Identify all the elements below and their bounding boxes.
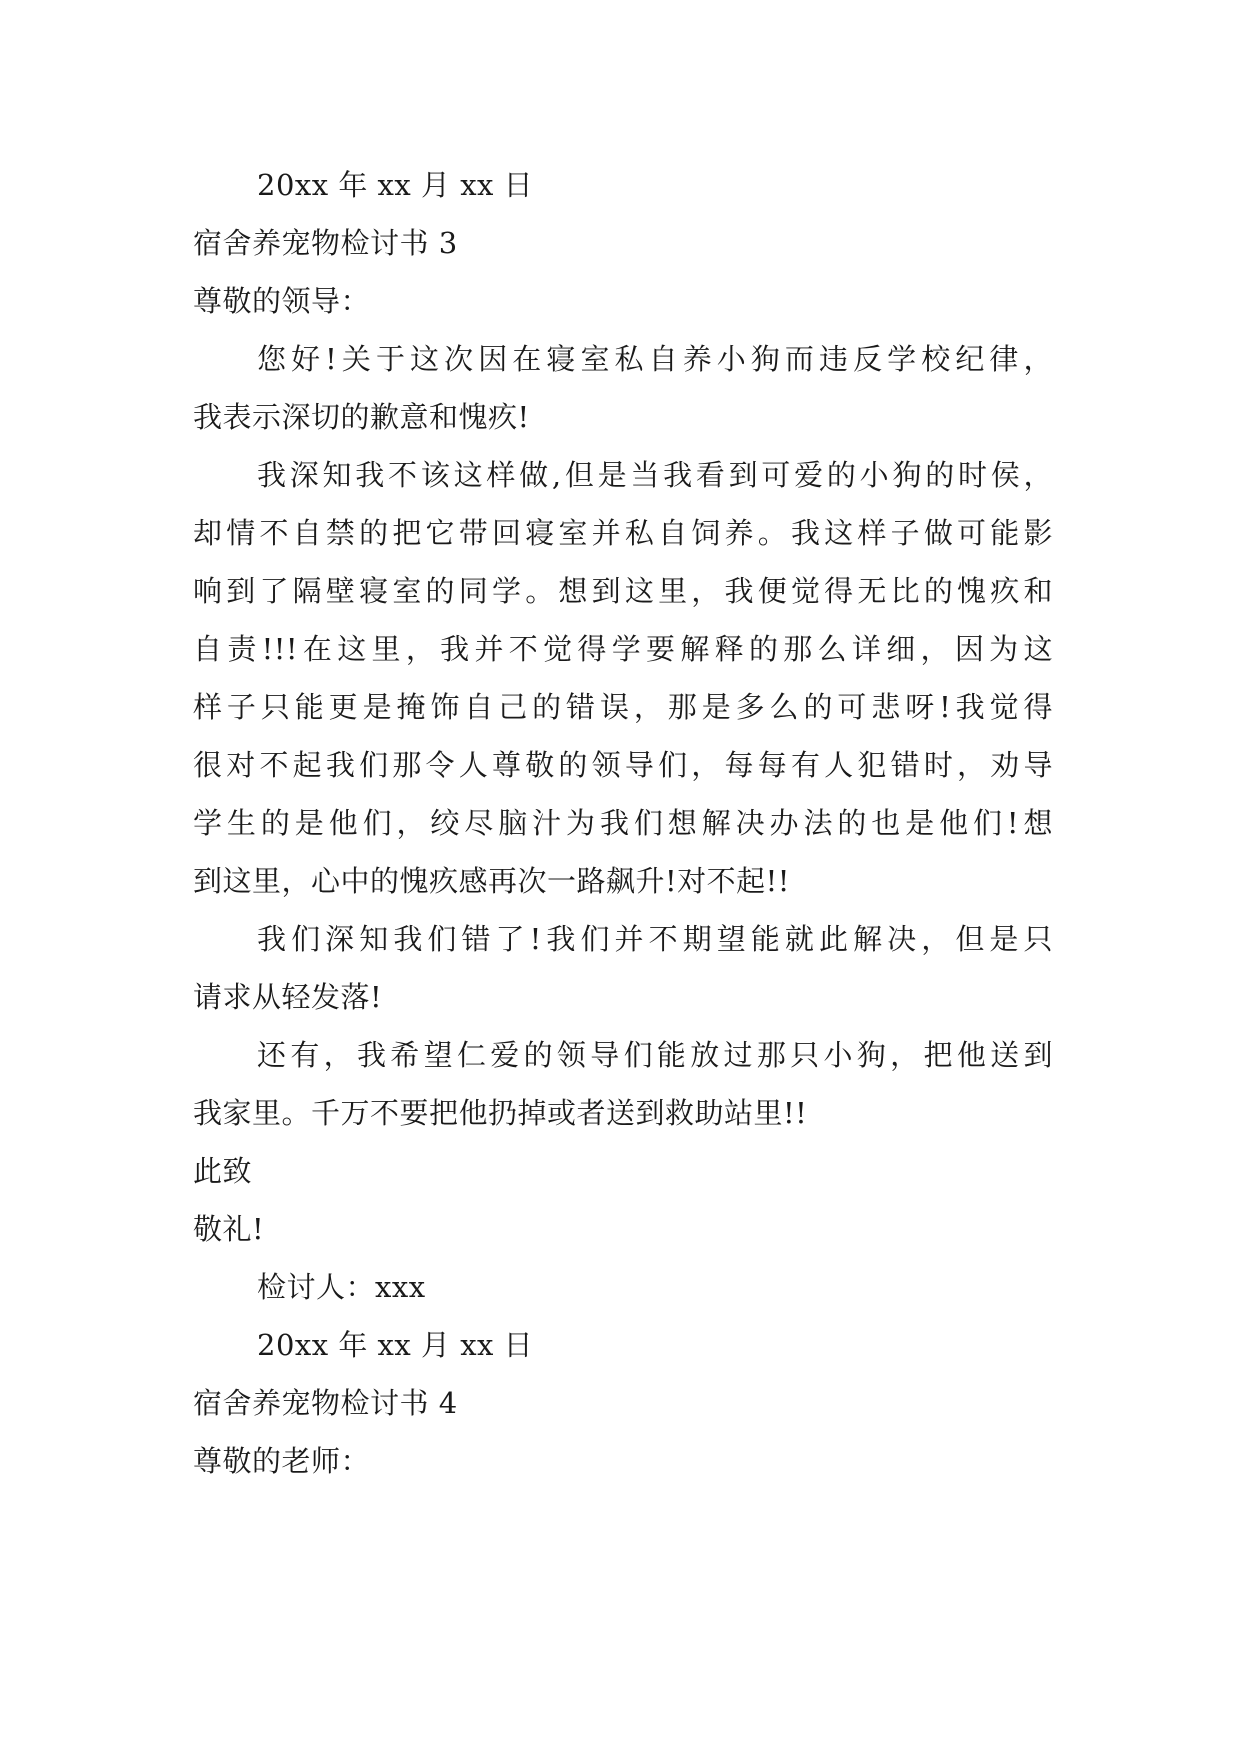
paragraph-line: 样子只能更是掩饰自己的错误，那是多么的可悲呀!我觉得 xyxy=(193,690,1053,724)
paragraph-line: 我表示深切的歉意和愧疚! xyxy=(193,400,530,434)
paragraph-line: 我深知我不该这样做,但是当我看到可爱的小狗的时侯， xyxy=(257,458,1053,492)
paragraph-line: 我家里。千万不要把他扔掉或者送到救助站里!! xyxy=(193,1096,808,1130)
paragraph-line: 却情不自禁的把它带回寝室并私自饲养。我这样子做可能影 xyxy=(193,516,1053,550)
closing-regards: 敬礼! xyxy=(193,1212,265,1246)
paragraph-line: 请求从轻发落! xyxy=(193,980,383,1014)
date-line: 20xx 年 xx 月 xx 日 xyxy=(257,1328,534,1362)
section-title: 宿舍养宠物检讨书 4 xyxy=(193,1386,458,1420)
paragraph-line: 很对不起我们那令人尊敬的领导们，每每有人犯错时，劝导 xyxy=(193,748,1053,782)
paragraph-line: 还有，我希望仁爱的领导们能放过那只小狗，把他送到 xyxy=(257,1038,1053,1072)
closing-line: 此致 xyxy=(193,1154,253,1188)
date-line: 20xx 年 xx 月 xx 日 xyxy=(257,168,534,202)
salutation: 尊敬的领导： xyxy=(193,284,371,318)
signature-line: 检讨人：xxx xyxy=(257,1270,426,1304)
section-title: 宿舍养宠物检讨书 3 xyxy=(193,226,458,260)
paragraph-line: 到这里，心中的愧疚感再次一路飙升!对不起!! xyxy=(193,864,790,898)
salutation: 尊敬的老师： xyxy=(193,1444,371,1478)
paragraph-line: 学生的是他们，绞尽脑汁为我们想解决办法的也是他们!想 xyxy=(193,806,1053,840)
paragraph-line: 您好!关于这次因在寝室私自养小狗而违反学校纪律， xyxy=(257,342,1053,376)
paragraph-line: 响到了隔壁寝室的同学。想到这里，我便觉得无比的愧疚和 xyxy=(193,574,1053,608)
paragraph-line: 我们深知我们错了!我们并不期望能就此解决，但是只 xyxy=(257,922,1053,956)
paragraph-line: 自责!!!在这里，我并不觉得学要解释的那么详细，因为这 xyxy=(193,632,1053,666)
